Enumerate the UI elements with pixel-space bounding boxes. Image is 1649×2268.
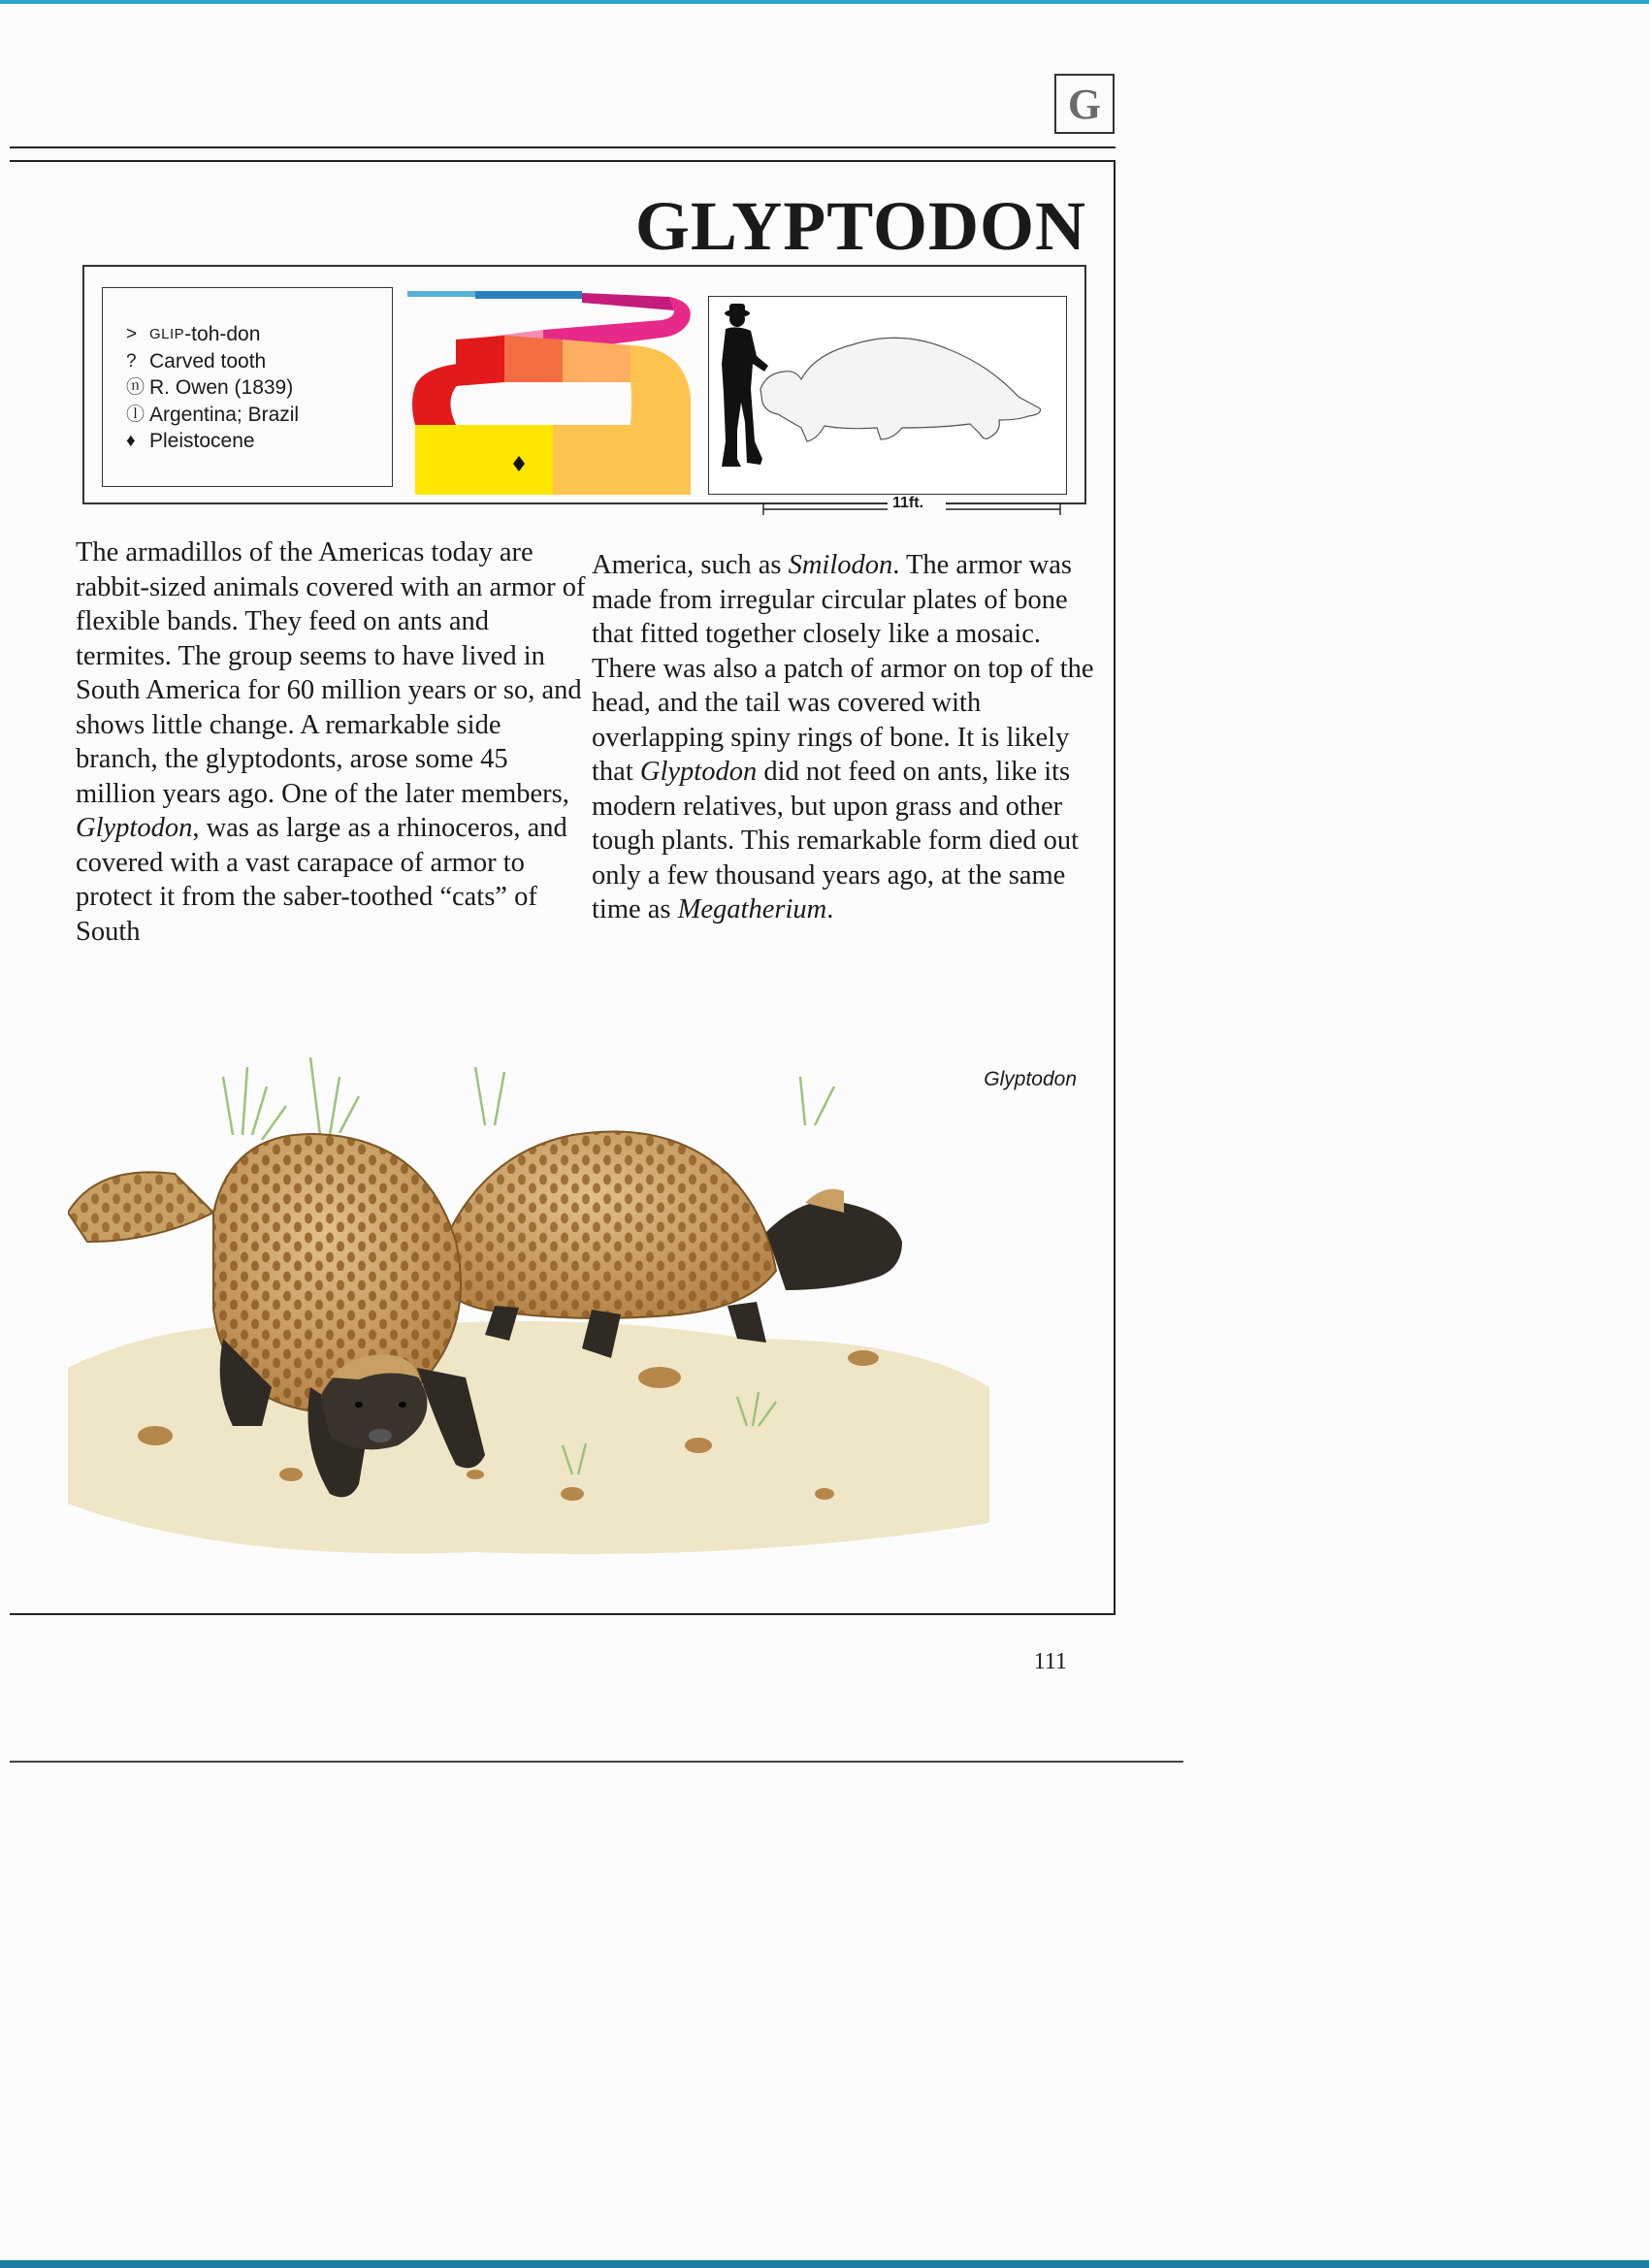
body-text: America, such as <box>592 550 789 580</box>
section-letter-tab <box>1054 74 1115 134</box>
glyptodon-silhouette-icon <box>760 338 1041 441</box>
fact-named-by <box>126 374 392 402</box>
section-letter: G <box>1067 80 1102 128</box>
species-name: Megatherium <box>677 894 827 924</box>
body-text: did not feed on ants, like its modern relatives, but upon grass and other tough plants. This remarkable form died out only a few thousand years ago, at the same time as <box>592 757 1080 924</box>
location-text: Argentina; Brazil <box>149 403 300 426</box>
scale-label: 11ft. <box>892 495 924 511</box>
fact-location <box>126 402 392 429</box>
scan-edge <box>0 2260 1649 2268</box>
fact-period <box>126 428 392 455</box>
pronunciation-stress: GLIP <box>149 326 185 342</box>
bottom-rule <box>10 1761 1183 1763</box>
diamond-icon: ♦ <box>126 431 136 451</box>
timeline-band-8 <box>563 340 630 382</box>
body-text: The armadillos of the Americas today are rabbit-sized animals covered with an armor of flexible bands. They feed on ants and termites. The group seems to have lived in South America for 60 million years or so, and shows little change. A remarkable side branch, the glyptodonts, arose some 45 million years ago. One of the later members, <box>76 537 586 809</box>
location-icon: ⓛ <box>126 404 146 425</box>
pronunciation-icon: > <box>126 324 138 344</box>
body-text: . <box>826 894 834 924</box>
page-title: GLYPTODON <box>634 187 1086 265</box>
body-column-right <box>592 548 1106 927</box>
timeline-band-7 <box>504 336 563 382</box>
eye-icon <box>399 1402 406 1408</box>
meaning-text: Carved tooth <box>149 349 267 373</box>
timeline-band-2 <box>475 291 582 299</box>
body-column-left <box>76 535 590 949</box>
top-rule <box>10 146 1116 148</box>
body-text: . The armor was made from irregular circular plates of bone that fitted together closely like a mosaic. There was also a patch of armor on top of the head, and the tail was covered with overlapping spiny rings of bone. It is likely that <box>592 550 1094 787</box>
eye-icon <box>355 1402 363 1408</box>
size-comparison-figure <box>708 296 1067 495</box>
glyptodon-rear-animal <box>436 1131 902 1358</box>
meaning-icon: ? <box>126 350 137 372</box>
named-by-text: R. Owen (1839) <box>149 376 294 399</box>
facts-box <box>102 287 393 487</box>
period-text: Pleistocene <box>149 430 255 452</box>
glyptodon-illustration <box>68 1019 989 1562</box>
timeline-band-10 <box>553 425 630 495</box>
species-name: Smilodon <box>788 550 893 580</box>
geologic-timeline-ribbon <box>407 289 698 495</box>
scan-edge <box>0 0 1649 4</box>
body-paragraph-left <box>76 535 590 949</box>
nose-icon <box>369 1429 392 1442</box>
named-by-icon: ⓝ <box>126 377 146 398</box>
species-name: Glyptodon <box>76 813 193 843</box>
timeline-band-3 <box>582 293 674 310</box>
human-silhouette-icon <box>722 304 768 467</box>
illustration-caption: Glyptodon <box>984 1068 1077 1090</box>
fact-meaning <box>126 348 392 375</box>
page-number: 111 <box>1033 1649 1067 1674</box>
species-name: Glyptodon <box>639 757 758 787</box>
pronunciation-rest: -toh-don <box>184 323 261 345</box>
timeline-band-1 <box>407 291 475 297</box>
fact-pronunciation <box>126 321 392 348</box>
timeline-fold-right <box>630 345 691 495</box>
body-text: , was as large as a rhinoceros, and covered with a vast carapace of armor to protect it from the saber-toothed “cats” of South <box>76 813 567 947</box>
body-paragraph-right <box>592 548 1106 927</box>
timeline-band-6 <box>456 336 504 386</box>
